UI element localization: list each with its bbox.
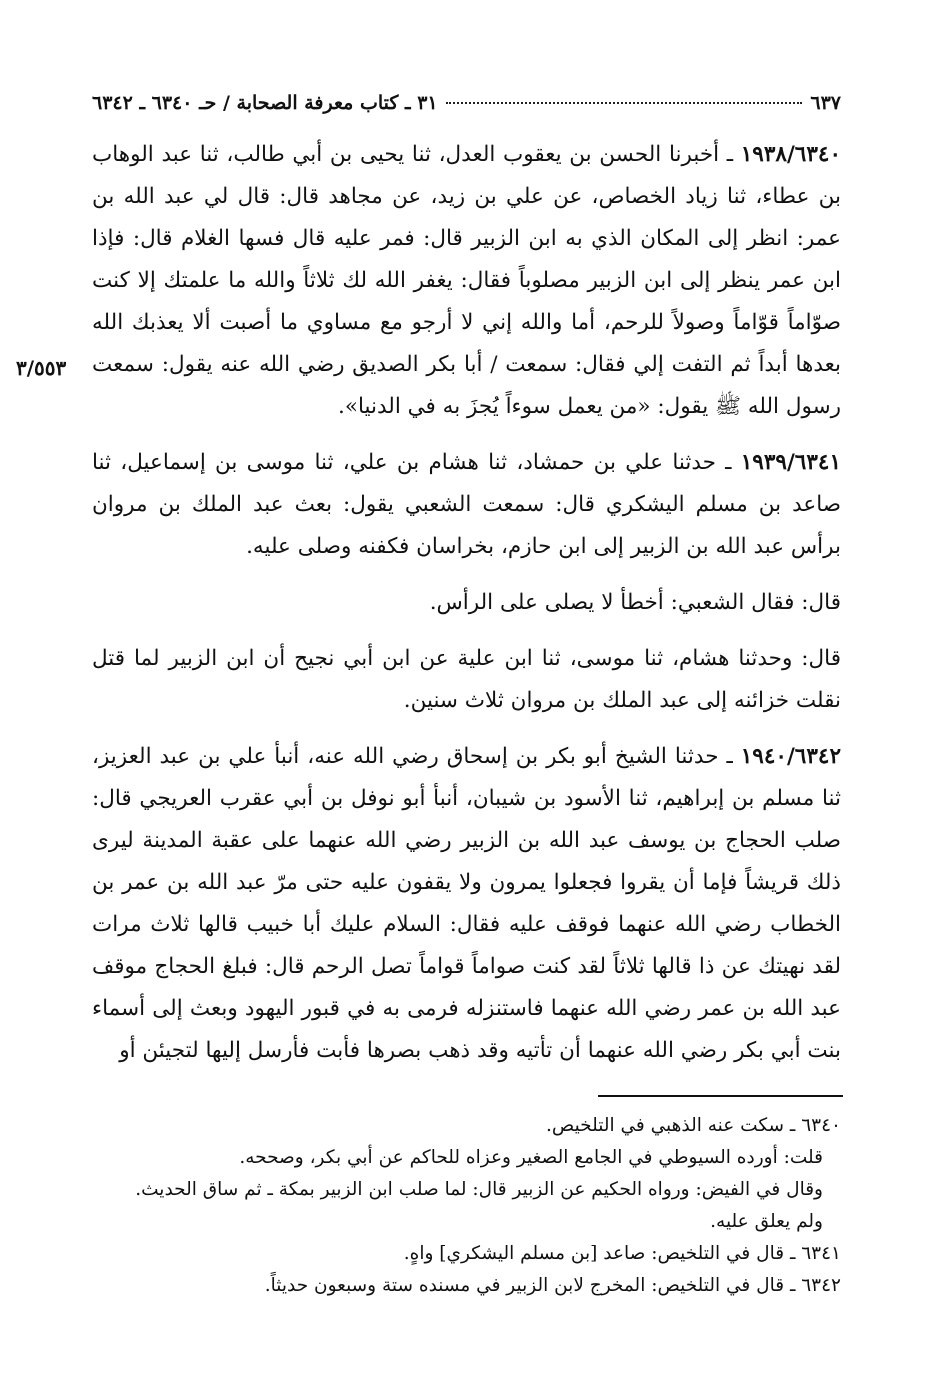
footnote-6340: ٦٣٤٠ ـ سكت عنه الذهبي في التلخيص. [546,1115,841,1136]
hadith-number: ١٩٣٨/٦٣٤٠ [740,142,841,167]
hadith-number: ١٩٣٩/٦٣٤١ [740,450,841,475]
page-number: ٦٣٧ [810,92,841,114]
footnote-6340-note: قلت: أورده السيوطي في الجامع الصغير وعزاه للحاكم عن أبي بكر، وصححه. [239,1147,823,1168]
hadith-text: ـ أخبرنا الحسن بن يعقوب العدل، ثنا يحيى بن أبي طالب، ثنا عبد الوهاب بن عطاء، ثنا زياد الخصاص، عن علي بن زيد، عن مجاهد قال: قال لي عبد الله بن عمر: انظر إلى المكان الذي به ابن الزبير قال: فمر عليه قال فسها الغلام قال: فإذا ابن عمر ينظر إلى ابن الزبير مصلوباً فقال: يغفر الله لك ثلاثاً والله ما علمتك إلا كنت صوّاماً قوّاماً وصولاً للرحم، أما والله إني لا أرجو مع مساوي ما أصبت ألا يعذبك الله بعدها أبداً ثم التفت إلي فقال: سمعت / أبا بكر الصديق رضي الله عنه يقول: سمعت رسول الله ﷺ يقول: «من يعمل سوءاً يُجزَ به في الدنيا». [92,142,841,419]
running-header [92,86,841,120]
header-leader-dots [446,102,803,104]
hadith-text: ـ حدثنا علي بن حمشاد، ثنا هشام بن علي، ثنا موسى بن إسماعيل، ثنا صاعد بن مسلم اليشكري قال: سمعت الشعبي يقول: بعث عبد الملك بن مروان برأس عبد الله بن الزبير إلى ابن حازم، بخراسان فكفنه وصلى عليه. [92,450,841,559]
header-title: ٣١ ـ كتاب معرفة الصحابة / حـ ٦٣٤٠ ـ ٦٣٤٢ [92,92,438,114]
hadith-6340 [92,134,841,428]
hadith-6341 [92,442,841,568]
footnotes [120,1110,841,1302]
hadith-6341-addendum: قال: وحدثنا هشام، ثنا موسى، ثنا ابن علية عن ابن أبي نجيح أن ابن الزبير لما قتل نقلت خزائنه إلى عبد الملك بن مروان ثلاث سنين. [92,646,841,713]
hadith-text: ـ حدثنا الشيخ أبو بكر بن إسحاق رضي الله عنه، أنبأ علي بن عبد العزيز، ثنا مسلم بن إبراهيم، ثنا الأسود بن شيبان، أنبأ أبو نوفل بن أبي عقرب العريجي قال: صلب الحجاج بن يوسف عبد الله بن الزبير رضي الله عنهما على عقبة المدينة ليرى ذلك قريشاً فإما أن يقروا فجعلوا يمرون ولا يقفون عليه حتى مرّ عبد الله بن عمر بن الخطاب رضي الله عنهما فوقف عليه فقال: السلام عليك أبا خبيب قالها ثلاث مرات لقد نهيتك عن ذا قالها ثلاثاً لقد كنت صواماً قواماً تصل الرحم قال: فبلغ الحجاج موقف عبد الله بن عمر رضي الله عنهما فاستنزله فرمى به في قبور اليهود وبعث إلى أسماء بنت أبي بكر رضي الله عنهما أن تأتيه وقد ذهب بصرها فأبت فأرسل إليها لتجيئن أو [92,744,841,1063]
hadith-6341-remark: قال: فقال الشعبي: أخطأ لا يصلى على الرأس. [429,590,841,615]
hadith-number: ١٩٤٠/٦٣٤٢ [740,744,841,769]
footnote-6340-faid: وقال في الفيض: ورواه الحكيم عن الزبير قال: لما صلب ابن الزبير بمكة ـ ثم ساق الحديث. ولم يعلق عليه. [135,1179,823,1232]
margin-volume-reference: ٣/٥٥٣ [16,356,67,380]
footnote-6341: ٦٣٤١ ـ قال في التلخيص: صاعد [بن مسلم اليشكري] واهٍ. [403,1243,841,1264]
main-text [92,134,841,1086]
footnote-divider [598,1095,843,1097]
footnote-6342: ٦٣٤٢ ـ قال في التلخيص: المخرج لابن الزبير في مسنده ستة وسبعون حديثاً. [264,1275,841,1296]
hadith-6342 [92,736,841,1072]
